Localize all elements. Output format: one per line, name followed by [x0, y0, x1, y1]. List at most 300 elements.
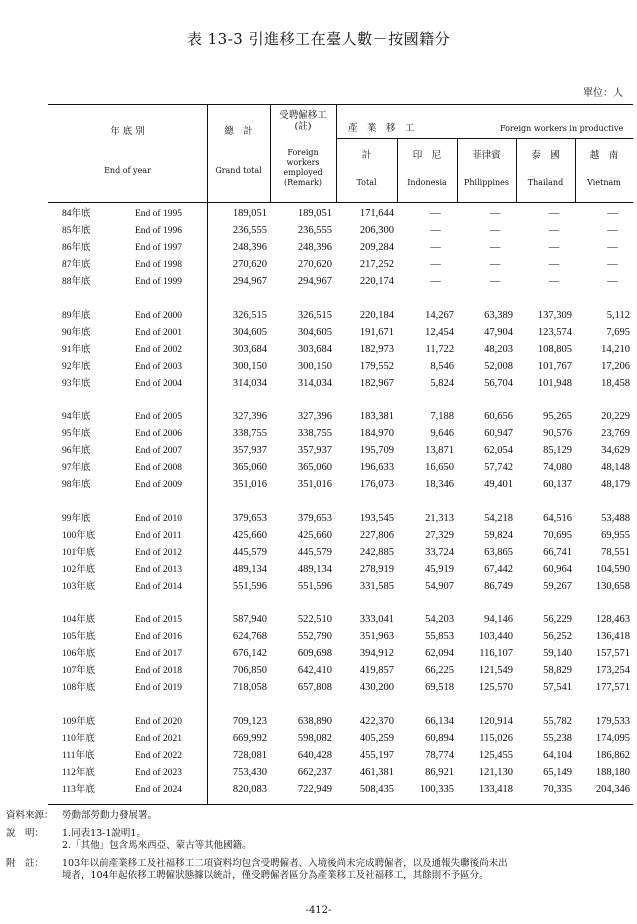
- cell-thailand: 60,964: [543, 563, 572, 575]
- col-sep-4: [397, 138, 398, 202]
- cell-productive-total: 217,252: [359, 259, 394, 271]
- cell-thailand: 57,541: [543, 682, 572, 694]
- cell-vietnam: 53,488: [601, 512, 630, 524]
- cell-grand-total: 294,967: [232, 276, 267, 288]
- cell-employed: 522,510: [297, 614, 332, 625]
- cell-productive-total: 183,381: [359, 411, 394, 422]
- cell-vietnam: 174,095: [595, 732, 630, 744]
- cell-grand-total: 551,596: [232, 580, 267, 592]
- header-subtotal-zh: 計: [361, 150, 372, 161]
- header-philippines-en: Philippines: [463, 178, 509, 187]
- cell-thailand: —: [548, 225, 560, 237]
- cell-indonesia: 66,225: [425, 665, 454, 677]
- cell-year-zh: 95年底: [62, 429, 91, 440]
- cell-philippines: 86,749: [484, 580, 513, 592]
- col-sep-2: [270, 104, 271, 202]
- cell-grand-total: 753,430: [232, 766, 267, 778]
- cell-thailand: 60,137: [543, 479, 572, 491]
- header-total-zh: 總 計: [224, 126, 253, 137]
- cell-productive-total: 220,174: [359, 276, 394, 288]
- cell-philippines: 62,054: [484, 445, 513, 457]
- cell-thailand: 101,767: [537, 360, 572, 372]
- header-vietnam-en: Vietnam: [587, 178, 621, 187]
- cell-vietnam: 69,955: [601, 529, 630, 541]
- cell-grand-total: 327,396: [232, 411, 267, 422]
- cell-employed: 314,034: [297, 377, 332, 389]
- cell-year-zh: 94年底: [62, 412, 91, 422]
- cell-philippines: 94,146: [484, 614, 513, 625]
- cell-year-en: End of 2000: [135, 310, 182, 321]
- cell-grand-total: 314,034: [232, 377, 267, 389]
- cell-employed: 327,396: [297, 411, 332, 422]
- cell-year-zh: 93年底: [62, 378, 91, 389]
- cell-year-en: End of 2007: [135, 446, 182, 457]
- cell-employed: 338,755: [297, 428, 332, 440]
- cell-vietnam: 14,210: [601, 343, 630, 355]
- header-productive-zh: 產 業 移 工: [348, 123, 415, 134]
- cell-year-zh: 112年底: [62, 767, 95, 778]
- cell-thailand: 85,129: [543, 445, 572, 457]
- cell-philippines: 60,656: [484, 411, 513, 422]
- cell-employed: 300,150: [297, 360, 332, 372]
- cell-vietnam: 23,769: [601, 428, 630, 440]
- cell-productive-total: 333,041: [359, 614, 394, 625]
- header-employed-en: Foreign workers employed (Remark): [283, 148, 323, 187]
- cell-grand-total: 236,555: [232, 225, 267, 237]
- cell-year-en: End of 2020: [135, 716, 182, 727]
- cell-employed: 351,016: [297, 479, 332, 491]
- cell-grand-total: 351,016: [232, 479, 267, 491]
- cell-productive-total: 182,967: [359, 377, 394, 389]
- cell-productive-total: 220,184: [359, 309, 394, 321]
- cell-philippines: 49,401: [484, 479, 513, 491]
- desc-line-2: 2.「其他」包含馬來西亞、蒙古等其他國籍。: [62, 840, 252, 851]
- desc-label: 說 明：: [6, 828, 45, 839]
- cell-grand-total: 676,142: [232, 648, 267, 660]
- cell-year-en: End of 2022: [135, 750, 182, 761]
- cell-year-zh: 84年底: [62, 209, 91, 219]
- cell-year-en: End of 2011: [135, 530, 182, 541]
- cell-employed: 294,967: [297, 276, 332, 288]
- cell-philippines: —: [489, 259, 501, 271]
- cell-indonesia: 27,329: [425, 529, 454, 541]
- cell-grand-total: 718,058: [232, 682, 267, 694]
- cell-philippines: 59,824: [484, 529, 513, 541]
- cell-indonesia: 69,518: [425, 682, 454, 694]
- cell-grand-total: 304,605: [232, 326, 267, 338]
- cell-indonesia: 78,774: [425, 749, 454, 761]
- cell-grand-total: 189,051: [232, 208, 267, 219]
- cell-productive-total: 394,912: [359, 648, 394, 660]
- cell-year-zh: 111年底: [62, 750, 95, 761]
- table-bottom-rule: [48, 804, 633, 805]
- cell-grand-total: 669,992: [232, 732, 267, 744]
- cell-productive-total: 191,671: [359, 326, 394, 338]
- cell-year-zh: 97年底: [62, 463, 91, 474]
- cell-vietnam: 78,551: [601, 546, 630, 558]
- cell-philippines: 57,742: [484, 462, 513, 474]
- cell-employed: 270,620: [297, 259, 332, 271]
- cell-productive-total: 351,963: [359, 631, 394, 643]
- remark-line-1: 103年以前產業移工及社福移工二項資料均包含受聘僱者、入境後尚未完成聘僱者，以及通報失聯後尚未出: [62, 858, 508, 869]
- cell-thailand: 95,265: [543, 411, 572, 422]
- cell-thailand: 66,741: [543, 546, 572, 558]
- cell-indonesia: 14,267: [425, 309, 454, 321]
- cell-year-en: End of 2024: [135, 784, 182, 795]
- cell-year-zh: 107年底: [62, 666, 96, 677]
- cell-philippines: 121,130: [478, 766, 513, 778]
- cell-thailand: 59,140: [543, 648, 572, 660]
- cell-indonesia: 21,313: [425, 512, 454, 524]
- cell-vietnam: 17,206: [601, 360, 630, 372]
- cell-thailand: 101,948: [537, 377, 572, 389]
- cell-productive-total: 209,284: [359, 242, 394, 254]
- cell-grand-total: 270,620: [232, 259, 267, 271]
- cell-productive-total: 206,300: [359, 225, 394, 237]
- cell-employed: 189,051: [297, 208, 332, 219]
- cell-thailand: —: [548, 242, 560, 254]
- cell-indonesia: —: [430, 276, 441, 288]
- cell-employed: 638,890: [297, 715, 332, 727]
- cell-vietnam: —: [607, 225, 618, 237]
- cell-vietnam: 5,112: [606, 309, 630, 321]
- cell-employed: 303,684: [297, 343, 332, 355]
- desc-note: [6, 828, 252, 852]
- cell-productive-total: 508,435: [359, 783, 394, 795]
- cell-philippines: 47,904: [484, 326, 513, 338]
- cell-productive-total: 227,806: [359, 529, 394, 541]
- cell-vietnam: 173,254: [595, 665, 630, 677]
- cell-thailand: 90,576: [543, 428, 572, 440]
- cell-year-zh: 103年底: [62, 581, 96, 592]
- cell-year-en: End of 2017: [135, 649, 182, 660]
- remark-line-2: 境者，104年起依移工聘僱狀態據以統計，僅受聘僱者區分為產業移工及社福移工，其餘則不予區分。: [62, 870, 489, 881]
- cell-year-en: End of 2013: [135, 564, 182, 575]
- cell-philippines: 125,455: [478, 749, 513, 761]
- cell-thailand: 74,080: [543, 462, 572, 474]
- cell-grand-total: 326,515: [232, 309, 267, 321]
- cell-grand-total: 357,937: [232, 445, 267, 457]
- cell-year-en: End of 2002: [135, 344, 182, 355]
- table-top-rule: [48, 104, 633, 105]
- cell-philippines: —: [489, 208, 501, 219]
- header-indonesia-en: Indonesia: [407, 178, 447, 187]
- cell-grand-total: 338,755: [232, 428, 267, 440]
- cell-indonesia: 86,921: [425, 766, 454, 778]
- cell-productive-total: 422,370: [359, 715, 394, 727]
- cell-vietnam: 186,862: [595, 749, 630, 761]
- cell-vietnam: 128,463: [595, 614, 630, 625]
- header-bottom-rule: [48, 202, 633, 203]
- cell-year-en: End of 2012: [135, 547, 182, 558]
- cell-employed: 357,937: [297, 445, 332, 457]
- remark-label: 附 註：: [6, 858, 45, 869]
- cell-year-zh: 91年底: [62, 344, 91, 355]
- cell-year-en: End of 2016: [135, 632, 182, 643]
- cell-vietnam: 104,590: [595, 563, 630, 575]
- cell-grand-total: 709,123: [232, 715, 267, 727]
- cell-year-zh: 85年底: [62, 226, 91, 237]
- cell-grand-total: 365,060: [232, 462, 267, 474]
- cell-vietnam: 204,346: [595, 783, 630, 795]
- cell-employed: 248,396: [297, 242, 332, 254]
- cell-employed: 552,790: [297, 631, 332, 643]
- cell-productive-total: 405,259: [359, 732, 394, 744]
- cell-year-en: End of 2018: [135, 666, 182, 677]
- cell-productive-total: 179,552: [359, 360, 394, 372]
- cell-philippines: 116,107: [479, 648, 513, 660]
- cell-thailand: 64,516: [543, 512, 572, 524]
- cell-thailand: 70,335: [543, 783, 572, 795]
- cell-vietnam: 179,533: [595, 715, 630, 727]
- cell-philippines: 60,947: [484, 428, 513, 440]
- cell-productive-total: 176,073: [359, 479, 394, 491]
- cell-employed: 642,410: [297, 665, 332, 677]
- cell-grand-total: 300,150: [232, 360, 267, 372]
- cell-year-en: End of 2014: [135, 581, 182, 592]
- cell-grand-total: 489,134: [232, 563, 267, 575]
- cell-vietnam: —: [607, 276, 618, 288]
- cell-year-zh: 92年底: [62, 361, 91, 372]
- cell-vietnam: 157,571: [595, 648, 630, 660]
- cell-vietnam: 48,179: [601, 479, 630, 491]
- cell-productive-total: 430,200: [359, 682, 394, 694]
- cell-year-en: End of 2010: [135, 513, 182, 524]
- cell-employed: 609,698: [297, 648, 332, 660]
- cell-indonesia: 16,650: [425, 462, 454, 474]
- cell-vietnam: —: [607, 242, 618, 254]
- cell-vietnam: 188,180: [595, 766, 630, 778]
- cell-year-en: End of 2001: [135, 327, 182, 338]
- cell-year-zh: 102年底: [62, 564, 96, 575]
- cell-indonesia: 45,919: [425, 563, 454, 575]
- cell-employed: 326,515: [297, 309, 332, 321]
- cell-year-zh: 108年底: [62, 683, 96, 694]
- header-thailand-zh: 泰 國: [531, 150, 560, 161]
- header-employed-zh: 受聘僱移工(註): [279, 110, 327, 132]
- cell-philippines: 121,549: [478, 665, 513, 677]
- cell-employed: 425,660: [297, 529, 332, 541]
- cell-thailand: 65,149: [543, 766, 572, 778]
- cell-employed: 640,428: [297, 749, 332, 761]
- page-title: 表 13-3 引進移工在臺人數－按國籍分: [186, 30, 451, 48]
- cell-indonesia: 13,871: [425, 445, 454, 457]
- cell-grand-total: 425,660: [232, 529, 267, 541]
- cell-year-en: End of 2004: [135, 378, 182, 389]
- source-label: 資料來源：: [6, 810, 54, 821]
- cell-vietnam: —: [607, 259, 618, 271]
- cell-year-zh: 96年底: [62, 446, 91, 457]
- cell-year-en: End of 2003: [135, 361, 182, 372]
- cell-year-en: End of 2015: [135, 615, 182, 625]
- cell-employed: 722,949: [297, 783, 332, 795]
- cell-indonesia: 5,824: [430, 377, 454, 389]
- cell-productive-total: 419,857: [359, 665, 394, 677]
- header-productive-en: Foreign workers in productive: [500, 124, 624, 133]
- cell-vietnam: 7,695: [606, 326, 630, 338]
- cell-productive-total: 182,973: [359, 343, 394, 355]
- cell-philippines: 48,203: [484, 343, 513, 355]
- cell-philippines: —: [489, 242, 501, 254]
- cell-grand-total: 445,579: [232, 546, 267, 558]
- cell-productive-total: 171,644: [359, 208, 394, 219]
- cell-philippines: 133,418: [478, 783, 513, 795]
- cell-indonesia: —: [430, 259, 441, 271]
- cell-grand-total: 248,396: [232, 242, 267, 254]
- cell-philippines: 63,389: [484, 309, 513, 321]
- cell-productive-total: 193,545: [359, 512, 394, 524]
- cell-grand-total: 303,684: [232, 343, 267, 355]
- cell-grand-total: 624,768: [232, 631, 267, 643]
- col-sep-7: [575, 138, 576, 202]
- cell-vietnam: 20,229: [601, 411, 630, 422]
- cell-vietnam: 136,418: [595, 631, 630, 643]
- cell-year-en: End of 1996: [135, 226, 182, 237]
- cell-thailand: —: [548, 208, 560, 219]
- cell-indonesia: 33,724: [425, 546, 454, 558]
- cell-grand-total: 587,940: [232, 614, 267, 625]
- cell-year-zh: 98年底: [62, 480, 91, 491]
- cell-productive-total: 278,919: [359, 563, 394, 575]
- cell-year-en: End of 2021: [135, 733, 182, 744]
- cell-indonesia: 18,346: [425, 479, 454, 491]
- cell-year-zh: 86年底: [62, 243, 91, 254]
- cell-employed: 489,134: [297, 563, 332, 575]
- cell-year-zh: 87年底: [62, 260, 91, 271]
- cell-year-en: End of 1995: [135, 209, 182, 219]
- header-total-en: Grand total: [215, 166, 262, 175]
- cell-thailand: 123,574: [537, 326, 572, 338]
- header-subtotal-en: Total: [356, 178, 377, 187]
- cell-vietnam: 48,148: [601, 462, 630, 474]
- cell-productive-total: 461,381: [359, 766, 394, 778]
- cell-thailand: 70,695: [543, 529, 572, 541]
- cell-year-zh: 106年底: [62, 649, 96, 660]
- cell-philippines: 52,008: [484, 360, 513, 372]
- cell-philippines: —: [489, 225, 501, 237]
- cell-indonesia: 66,134: [425, 715, 454, 727]
- cell-grand-total: 379,653: [232, 512, 267, 524]
- cell-year-en: End of 1998: [135, 260, 182, 271]
- page-number: -412-: [305, 905, 332, 916]
- cell-year-en: End of 2005: [135, 412, 182, 422]
- cell-thailand: 58,829: [543, 665, 572, 677]
- cell-productive-total: 196,633: [359, 462, 394, 474]
- cell-year-en: End of 1997: [135, 243, 182, 254]
- unit-label: 單位：人: [583, 88, 623, 99]
- cell-thailand: 64,104: [543, 749, 572, 761]
- cell-indonesia: 12,454: [425, 326, 454, 338]
- cell-thailand: 59,267: [543, 580, 572, 592]
- cell-indonesia: —: [430, 242, 441, 254]
- cell-productive-total: 331,585: [359, 580, 394, 592]
- cell-philippines: 115,026: [479, 732, 513, 744]
- cell-year-zh: 90年底: [62, 327, 91, 338]
- cell-employed: 662,237: [297, 766, 332, 778]
- cell-productive-total: 195,709: [359, 445, 394, 457]
- cell-indonesia: 8,546: [430, 360, 454, 372]
- cell-indonesia: 54,203: [425, 614, 454, 625]
- cell-employed: 379,653: [297, 512, 332, 524]
- cell-year-zh: 109年底: [62, 716, 96, 727]
- cell-philippines: 56,704: [484, 377, 513, 389]
- cell-year-zh: 88年底: [62, 277, 91, 288]
- source-note: [6, 810, 158, 822]
- cell-year-zh: 105年底: [62, 632, 96, 643]
- cell-productive-total: 455,197: [359, 749, 394, 761]
- cell-indonesia: 54,907: [425, 580, 454, 592]
- cell-employed: 445,579: [297, 546, 332, 558]
- cell-indonesia: 11,722: [425, 343, 454, 355]
- cell-vietnam: 177,571: [595, 682, 630, 694]
- cell-philippines: —: [489, 276, 501, 288]
- cell-employed: 304,605: [297, 326, 332, 338]
- cell-vietnam: 18,458: [601, 377, 630, 389]
- cell-grand-total: 728,081: [232, 749, 267, 761]
- cell-grand-total: 820,083: [232, 783, 267, 795]
- cell-indonesia: 9,646: [430, 428, 454, 440]
- header-philippines-zh: 菲律賓: [472, 150, 501, 161]
- cell-year-zh: 113年底: [62, 784, 95, 795]
- cell-thailand: 56,252: [543, 631, 572, 643]
- cell-employed: 657,808: [297, 682, 332, 694]
- cell-employed: 551,596: [297, 580, 332, 592]
- cell-indonesia: 60,894: [425, 732, 454, 744]
- cell-indonesia: —: [430, 208, 441, 219]
- cell-employed: 598,082: [297, 732, 332, 744]
- cell-thailand: 137,309: [537, 309, 572, 321]
- cell-philippines: 125,570: [478, 682, 513, 694]
- cell-year-zh: 101年底: [62, 547, 96, 558]
- col-sep-5: [457, 138, 458, 202]
- header-year-en: End of year: [104, 166, 151, 175]
- cell-year-en: End of 2019: [135, 683, 182, 694]
- remark-note: [6, 858, 632, 882]
- cell-indonesia: 100,335: [419, 783, 454, 795]
- col-sep-6: [516, 138, 517, 202]
- cell-philippines: 63,865: [484, 546, 513, 558]
- cell-indonesia: —: [430, 225, 441, 237]
- source-text: 勞動部勞動力發展署。: [62, 810, 158, 821]
- cell-indonesia: 62,094: [425, 648, 454, 660]
- cell-philippines: 103,440: [478, 631, 513, 643]
- cell-philippines: 120,914: [478, 715, 513, 727]
- cell-employed: 236,555: [297, 225, 332, 237]
- cell-year-zh: 89年底: [62, 310, 91, 321]
- cell-indonesia: 55,853: [425, 631, 454, 643]
- header-indonesia-zh: 印 尼: [412, 150, 442, 161]
- cell-year-en: End of 1999: [135, 277, 182, 288]
- cell-vietnam: 130,658: [595, 580, 630, 592]
- cell-year-en: End of 2009: [135, 480, 182, 491]
- cell-thailand: 108,805: [537, 343, 572, 355]
- cell-vietnam: 34,629: [601, 445, 630, 457]
- cell-vietnam: —: [607, 208, 618, 219]
- cell-thailand: —: [548, 276, 560, 288]
- header-year-zh: 年 底 別: [110, 126, 145, 137]
- cell-year-zh: 104年底: [62, 615, 96, 625]
- cell-thailand: 55,238: [543, 732, 572, 744]
- cell-thailand: —: [548, 259, 560, 271]
- cell-year-en: End of 2008: [135, 463, 182, 474]
- cell-grand-total: 706,850: [232, 665, 267, 677]
- desc-line-1: 1.同表13-1說明1。: [62, 828, 146, 839]
- cell-indonesia: 7,188: [430, 411, 454, 422]
- cell-year-en: End of 2006: [135, 429, 182, 440]
- cell-productive-total: 242,885: [359, 546, 394, 558]
- cell-productive-total: 184,970: [359, 428, 394, 440]
- cell-year-zh: 110年底: [62, 733, 95, 744]
